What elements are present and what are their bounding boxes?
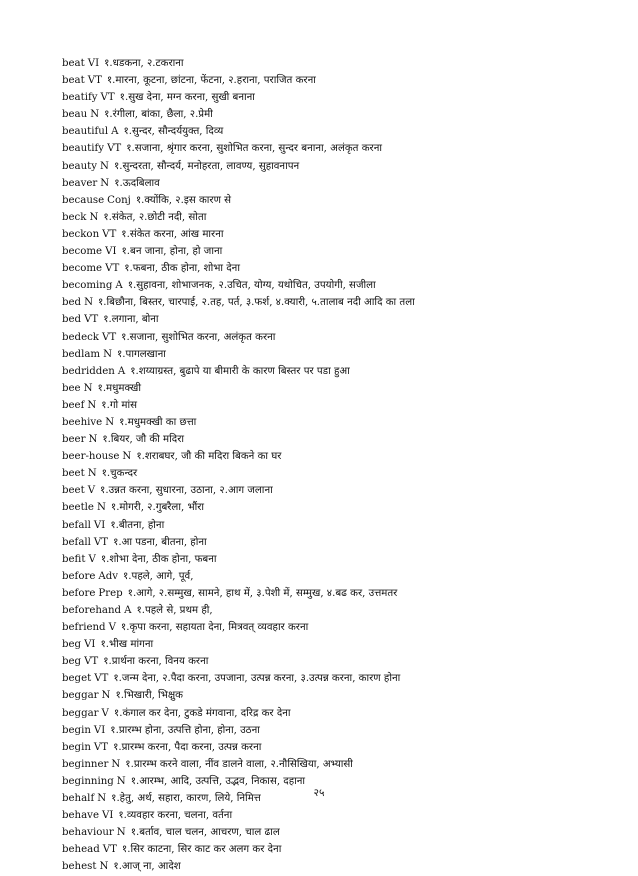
entry-meaning: १.प्रारम्भ करने वाला, नींव डालने वाला, २.नौसिखिया, अभ्यासी: [125, 758, 353, 770]
entry-meaning: १.जन्म देना, २.पैदा करना, उपजाना, उत्पन्न करना, ३.उत्पन्न करना, कारण होना: [113, 673, 401, 685]
entry-meaning: १.सुन्दरता, सौन्दर्य, मनोहरता, लावण्य, सुहावनापन: [113, 160, 300, 172]
entry-headword: beat: [62, 58, 85, 69]
dictionary-entry: [62, 89, 632, 106]
dictionary-entry: [62, 380, 632, 397]
entry-meaning: १.मधुमक्खी: [97, 382, 141, 394]
entry-headword: become: [62, 263, 103, 275]
entry-meaning: १.बियर, जौ की मदिरा: [102, 434, 185, 446]
entry-part-of-speech: VT: [107, 143, 122, 155]
dictionary-entry: [62, 192, 632, 209]
entry-headword: beg: [62, 639, 82, 651]
entry-part-of-speech: N: [122, 451, 132, 463]
dictionary-entry: [62, 739, 632, 756]
dictionary-entry: [62, 465, 632, 482]
dictionary-entry: [62, 841, 632, 858]
entry-headword: beet: [62, 485, 85, 497]
dictionary-entry: [62, 346, 632, 363]
entry-part-of-speech: N: [84, 297, 93, 309]
entry-part-of-speech: VT: [84, 656, 99, 668]
entry-headword: beforehand: [62, 605, 122, 616]
entry-part-of-speech: VI: [93, 519, 106, 531]
entry-headword: behead: [62, 844, 100, 856]
entry-headword: beautify: [62, 143, 105, 155]
entry-meaning: १.हेतु, अर्थ, सहारा, कारण, लिये, निमित्त: [111, 793, 261, 805]
entry-meaning: १.सजाना, सुशोभित करना, अलंकृत करना: [121, 331, 276, 343]
entry-meaning: १.भिखारी, भिक्षुक: [115, 690, 183, 702]
entry-part-of-speech: N: [89, 211, 99, 223]
entry-headword: before: [62, 570, 96, 582]
entry-meaning: १.पहले, आगे, पूर्व,: [123, 570, 194, 582]
dictionary-entry: [62, 329, 632, 346]
entry-meaning: १.धडकना, २.टकराना: [104, 58, 184, 69]
entry-part-of-speech: Prep: [98, 587, 123, 599]
entry-part-of-speech: N: [97, 793, 107, 805]
dictionary-entry: [62, 209, 632, 226]
dictionary-entry: [62, 55, 632, 72]
entry-headword: becoming: [62, 280, 113, 292]
entry-part-of-speech: N: [116, 827, 126, 839]
entry-part-of-speech: N: [87, 399, 97, 411]
entry-meaning: १.लगाना, बोना: [103, 314, 159, 326]
dictionary-entry: [62, 158, 632, 175]
entry-headword: beatify: [62, 92, 98, 104]
entry-headword: beggar: [62, 690, 99, 702]
dictionary-entry: [62, 534, 632, 551]
entry-headword: befall: [62, 536, 91, 548]
entry-headword: behaviour: [62, 827, 114, 839]
entry-part-of-speech: N: [83, 382, 93, 394]
entry-meaning: १.बीतना, होना: [110, 519, 165, 531]
entry-meaning: १.प्रार्थना करना, विनय करना: [103, 656, 209, 668]
entry-part-of-speech: N: [111, 758, 121, 770]
entry-meaning: १.संकेत करना, आंख मारना: [121, 228, 224, 240]
dictionary-entry: [62, 551, 632, 568]
entry-meaning: १.कृपा करना, सहायता देना, मित्रवत् व्यवहार करना: [120, 622, 309, 634]
entry-part-of-speech: Conj: [107, 194, 131, 206]
dictionary-entry: [62, 687, 632, 704]
dictionary-entry: [62, 568, 632, 585]
entry-meaning: १.चुकन्दर: [101, 468, 138, 480]
entry-part-of-speech: Adv: [98, 570, 118, 582]
entry-part-of-speech: VT: [105, 263, 120, 275]
dictionary-entry: [62, 72, 632, 89]
entry-part-of-speech: VT: [101, 331, 117, 343]
entry-meaning: १.प्रारम्भ करना, पैदा करना, उत्पन्न करना: [113, 741, 262, 753]
entry-meaning: १.आगे, २.सम्मुख, सामने, हाथ में, ३.पेशी में, सम्मुख, ४.बढ कर, उत्तमतर: [127, 587, 398, 599]
dictionary-entry: [62, 294, 632, 311]
entry-headword: befall: [62, 519, 91, 531]
dictionary-entry: [62, 602, 632, 619]
dictionary-entry: [62, 756, 632, 773]
dictionary-entry: [62, 517, 632, 534]
entry-part-of-speech: V: [87, 485, 96, 497]
entry-part-of-speech: VT: [94, 673, 109, 685]
entry-part-of-speech: N: [116, 775, 126, 787]
entry-headword: beat: [62, 75, 85, 87]
entry-headword: beckon: [62, 228, 100, 240]
entry-part-of-speech: A: [111, 126, 119, 138]
entry-part-of-speech: N: [100, 160, 109, 172]
dictionary-entry: [62, 106, 632, 123]
entry-headword: beginning: [62, 775, 114, 787]
entry-headword: beginner: [62, 758, 109, 770]
entry-part-of-speech: VI: [93, 724, 106, 736]
entry-meaning: १.व्यवहार करना, चलना, वर्तना: [118, 810, 233, 822]
entry-headword: beautiful: [62, 126, 109, 138]
dictionary-entry: [62, 175, 632, 192]
entry-headword: bedlam: [62, 348, 101, 360]
entry-meaning: १.शय्याग्रस्त, बुढापे या बीमारी के कारण बिस्तर पर पडा हुआ: [130, 365, 350, 377]
entry-headword: beef: [62, 399, 85, 411]
dictionary-entry: [62, 585, 632, 602]
entry-meaning: १.ऊदबिलाव: [114, 177, 160, 189]
entry-meaning: १.सुख देना, मग्न करना, सुखी बनाना: [119, 92, 255, 104]
entry-headword: beck: [62, 211, 87, 223]
entry-headword: bee: [62, 382, 81, 394]
entry-part-of-speech: A: [117, 365, 126, 377]
entry-meaning: १.क्योंकि, २.इस कारण से: [135, 194, 232, 206]
entry-part-of-speech: VT: [84, 314, 99, 326]
entry-headword: bed: [62, 314, 82, 326]
entry-meaning: १.बर्ताव, चाल चलन, आचरण, चाल ढाल: [130, 827, 280, 839]
entry-part-of-speech: N: [105, 416, 115, 428]
entry-headword: beer-house: [62, 451, 120, 463]
entry-headword: beggar: [62, 707, 99, 719]
entry-part-of-speech: VT: [102, 844, 117, 856]
entry-meaning: १.मोगरी, २.गुबरैला, भौंरा: [110, 502, 205, 514]
entry-part-of-speech: N: [88, 434, 98, 446]
dictionary-entry: [62, 670, 632, 687]
entry-meaning: १.फबना, ठीक होना, शोभा देना: [124, 263, 240, 275]
entry-part-of-speech: VT: [93, 741, 109, 753]
entry-headword: behest: [62, 861, 97, 873]
entry-headword: beauty: [62, 160, 98, 172]
entry-meaning: १.उन्नत करना, सुधारना, उठाना, २.आग जलाना: [100, 485, 273, 497]
entry-meaning: १.मारना, कूटना, छांटना, फेंटना, २.हराना, पराजित करना: [106, 75, 316, 87]
dictionary-entry: [62, 243, 632, 260]
entry-part-of-speech: N: [101, 690, 111, 702]
entry-headword: beetle: [62, 502, 94, 514]
entry-headword: before: [62, 587, 96, 599]
entry-part-of-speech: A: [124, 605, 132, 616]
entry-meaning: १.आ पडना, बीतना, होना: [113, 536, 207, 548]
entry-meaning: १.भीख मांगना: [100, 639, 154, 651]
entry-meaning: १.संकेत, २.छोटी नदी, सोता: [103, 211, 207, 223]
entry-headword: become: [62, 246, 103, 258]
entry-meaning: १.कंगाल कर देना, टुकडे मंगवाना, दरिद्र कर देना: [113, 707, 291, 719]
dictionary-entry: [62, 363, 632, 380]
entry-part-of-speech: VT: [100, 92, 115, 104]
entry-meaning: १.मधुमक्खी का छत्ता: [119, 416, 197, 428]
entry-headword: behave: [62, 810, 99, 822]
dictionary-entry: [62, 636, 632, 653]
entry-meaning: १.आरम्भ, आदि, उत्पत्ति, उद्भव, निकास, दहाना: [130, 775, 306, 787]
entry-headword: beget: [62, 673, 92, 685]
entry-part-of-speech: N: [96, 502, 106, 514]
entry-headword: befriend: [62, 622, 106, 634]
dictionary-entry: [62, 499, 632, 516]
dictionary-entry: [62, 123, 632, 140]
entry-headword: bed: [62, 297, 82, 309]
dictionary-entry: [62, 226, 632, 243]
entry-meaning: १.आज् ना, आदेश: [113, 861, 181, 873]
dictionary-entry: [62, 414, 632, 431]
entry-part-of-speech: V: [88, 553, 96, 565]
entry-headword: bedeck: [62, 331, 99, 343]
entry-part-of-speech: N: [87, 468, 97, 480]
entry-meaning: १.शोभा देना, ठीक होना, फबना: [100, 553, 217, 565]
dictionary-entry: [62, 858, 632, 875]
entry-part-of-speech: N: [90, 109, 100, 121]
entry-headword: beau: [62, 109, 88, 121]
entry-meaning: १.रंगीला, बांका, छैला, २.प्रेमी: [104, 109, 213, 121]
entry-meaning: १.गो मांस: [101, 399, 138, 411]
page-number: २५: [313, 787, 325, 799]
entry-part-of-speech: VI: [105, 246, 117, 258]
entry-part-of-speech: VT: [93, 536, 109, 548]
entry-part-of-speech: N: [99, 861, 109, 873]
entry-part-of-speech: VI: [101, 810, 114, 822]
entry-part-of-speech: VT: [102, 228, 117, 240]
entry-meaning: १.शराबघर, जौ की मदिरा बिकने का घर: [136, 451, 282, 463]
dictionary-entry: [62, 140, 632, 157]
dictionary-entry: [62, 653, 632, 670]
dictionary-entry: [62, 482, 632, 499]
entry-headword: befit: [62, 553, 86, 565]
entry-headword: beehive: [62, 416, 103, 428]
dictionary-entry: [62, 705, 632, 722]
entry-part-of-speech: V: [108, 622, 116, 634]
dictionary-entry: [62, 431, 632, 448]
dictionary-entry: [62, 260, 632, 277]
entry-part-of-speech: N: [100, 177, 110, 189]
entry-headword: because: [62, 194, 105, 206]
entry-headword: begin: [62, 741, 91, 753]
entry-meaning: १.पागलखाना: [117, 348, 166, 360]
entry-part-of-speech: VT: [87, 75, 102, 87]
entry-part-of-speech: VI: [84, 639, 96, 651]
entry-list: [62, 55, 632, 876]
entry-meaning: १.सुन्दर, सौन्दर्ययुक्त, दिव्य: [123, 126, 224, 138]
dictionary-entry: [62, 722, 632, 739]
dictionary-entry: [62, 824, 632, 841]
entry-headword: begin: [62, 724, 91, 736]
dictionary-entry: [62, 277, 632, 294]
dictionary-entry: [62, 619, 632, 636]
entry-meaning: १.प्रारम्भ होना, उत्पत्ति होना, होना, उठना: [110, 724, 260, 736]
dictionary-entry: [62, 448, 632, 465]
dictionary-entry: [62, 807, 632, 824]
entry-part-of-speech: A: [115, 280, 123, 292]
entry-headword: bedridden: [62, 365, 115, 377]
entry-meaning: १.सिर काटना, सिर काट कर अलग कर देना: [121, 844, 282, 856]
entry-part-of-speech: V: [101, 707, 109, 719]
entry-headword: beaver: [62, 177, 98, 189]
entry-headword: behalf: [62, 793, 95, 805]
entry-meaning: १.सुहावना, शोभाजनक, २.उचित, योग्य, यथोचित, उपयोगी, सजीला: [127, 280, 376, 292]
entry-part-of-speech: VI: [87, 58, 100, 69]
entry-meaning: १.बन जाना, होना, हो जाना: [121, 246, 223, 258]
entry-headword: beg: [62, 656, 82, 668]
dictionary-entry: [62, 311, 632, 328]
entry-meaning: १.पहले से, प्रथम ही,: [136, 605, 213, 616]
entry-part-of-speech: N: [103, 348, 112, 360]
entry-headword: beet: [62, 468, 85, 480]
entry-meaning: १.सजाना, श्रृंगार करना, सुशोभित करना, सुन्दर बनाना, अलंकृत करना: [126, 143, 383, 155]
entry-headword: beer: [62, 434, 86, 446]
dictionary-entry: [62, 397, 632, 414]
entry-meaning: १.बिछौना, बिस्तर, चारपाई, २.तह, पर्त, ३.फर्श, ४.क्यारी, ५.तालाब नदी आदि का तला: [98, 297, 415, 309]
